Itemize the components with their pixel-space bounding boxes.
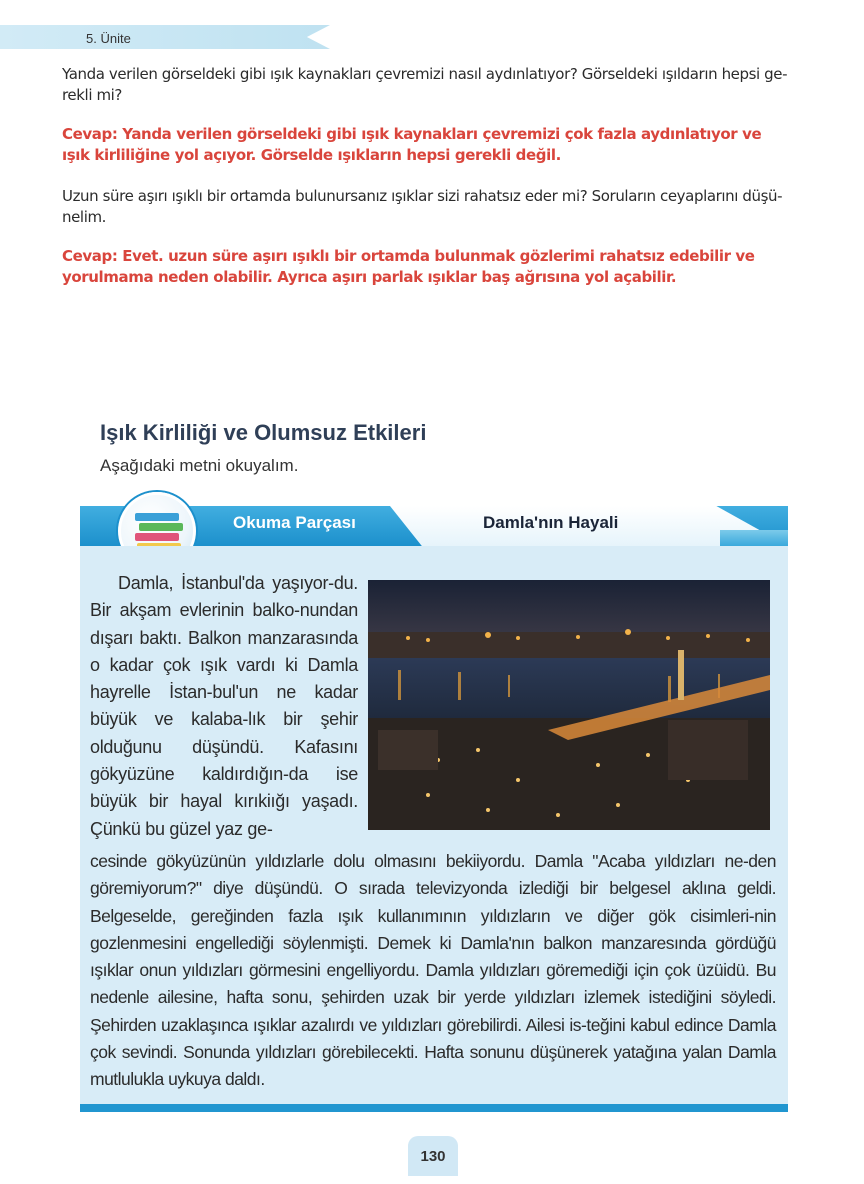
unit-label: 5. Ünite <box>86 31 131 46</box>
reading-header-strip <box>720 530 788 546</box>
story-title: Damla'nın Hayali <box>483 513 619 532</box>
unit-tab <box>0 25 330 49</box>
section-subtitle: Aşağıdaki metni okuyalım. <box>100 456 299 475</box>
question-2: Uzun süre aşırı ışıklı bir ortamda bulunursanız ışıklar sizi rahatsız eder mi? Soruların ceyaplarını düşü-nelim. <box>62 187 783 226</box>
story-bottom-bar <box>80 1104 788 1112</box>
answer-2: Cevap: Evet. uzun süre aşırı ışıklı bir ortamda bulunmak gözlerimi rahatsız edebilir ve yorulmama neden olabilir. Ayrıca aşırı parlak ışıklar baş ağrısına yol açabilir. <box>62 247 755 286</box>
book-icon-blue <box>135 513 179 521</box>
story-column-text <box>90 570 358 843</box>
city-lights-image <box>368 580 770 830</box>
story-paragraph-start: Damla, İstanbul'da yaşıyor-du. Bir akşam evlerinin balko-nundan dışarı baktı. Balkon manzarasında o kadar çok ışık vardı ki Damla hayrelle İstan-bul'un ne kadar büyük ve kalaba-lık bir şehir olduğunu düşündü. Kafasını gökyüzüne kaldırdığın-da ise büyük bir hayal kırıkiığı yaşadı. Çünkü bu güzel yaz ge- <box>90 573 358 839</box>
page-number: 130 <box>420 1148 446 1165</box>
section-title: Işık Kirliliği ve Olumsuz Etkileri <box>100 420 427 445</box>
istanbul-night-photo <box>368 580 770 830</box>
story-paragraph-continued: cesinde gökyüzünün yıldızlarle dolu olmasını bekiiyordu. Damla "Acaba yıldızları ne-den göremiyorum?" diye düşündü. O sırada televizyonda izlediği bir belgesel aklına geldi. Belgeselde, gereğinden fazla ışık kullanımının yıldızların ve diğer gök cisimleri-nin gozlenmesini engellediği söylenmişti. Demek ki Damla'nın balkon manzaresında gördüğü ışıklar onun yıldızları görmesini engelliyordu. Damla yıldızları göremediği için çok üzüidü. Bu nedenle ailesine, hafta sonu, şehirden uzak bir yerde yıldızları izlemek istediğini söyledi. Şehirden uzaklaşınca ışıklar azalırdı ve yıldızları görebilirdi. Ailesi is-teğini kabul edince Damla çok sevindi. Sonunda yıldızları görebilecekti. Hafta sonunu düşünerek yatağına yalan Damla mutlulukla uykuya daldı. <box>90 851 776 1090</box>
question-1: Yanda verilen görseldeki gibi ışık kaynakları çevremizi nasıl aydınlatıyor? Görseldeki ışıldarın hepsi ge-rekli mi? <box>62 65 788 104</box>
answer-1: Cevap: Yanda verilen görseldeki gibi ışık kaynakları çevremizi çok fazla aydınlatıyor ve ışık kirliliğine yol açıyor. Görselde ışıkların hepsi gerekli değil. <box>62 125 762 164</box>
book-icon-green <box>139 523 183 531</box>
book-icon-pink <box>135 533 179 541</box>
story-full-text <box>90 848 776 1094</box>
reading-label: Okuma Parçası <box>233 513 356 532</box>
